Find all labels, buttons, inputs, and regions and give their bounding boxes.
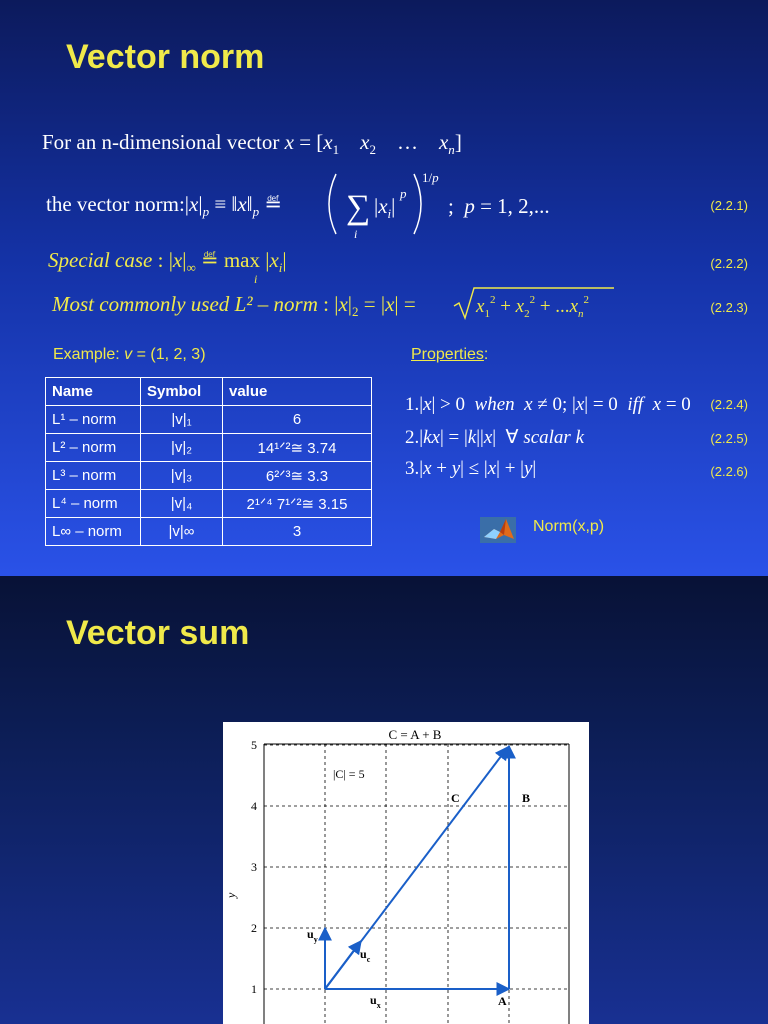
property-triangle-inequality: 3.|x + y| ≤ |x| + |y| [405,458,537,479]
equation-number-2-2-5: (2.2.5) [710,431,748,446]
y-tick-label: 1 [251,982,257,996]
l2-norm-definition: Most commonly used L² – norm : $|x|_2 = |x|$ = [52,292,416,320]
l2-norm-label: L² – norm [234,292,318,316]
table-row [46,518,372,546]
unit-vector-uc [325,941,361,989]
svg-text:x12 + x22 + ...xn2: $x_1^2 + x_2^2 + ...x_n^2$ [476,294,589,320]
uc-label: $u_c$ [360,947,371,964]
norm-value: 6²ᐟ³≅ 3.3 [223,462,372,490]
vector-sum-plot [223,722,589,1024]
p-norm-definition: the vector $norm:|x|_p$ ≡ $‖x‖_p$ ≝ [46,192,282,220]
equation-number-2-2-3: (2.2.3) [710,300,748,315]
norm-function-link[interactable]: Norm(x,p) [533,518,605,535]
common-label: Most commonly used [52,292,230,316]
norm-name: L¹ – norm [46,406,141,434]
norm-value: 6 [223,406,372,434]
norm-symbol: |v|₂ [141,434,223,462]
magnitude-label: |C| = 5 [333,767,365,781]
table-row [46,434,372,462]
norm-name: L∞ – norm [46,518,141,546]
svg-text:p: p [400,186,407,201]
table-row [46,462,372,490]
svg-text:1/p: 1/p [422,170,439,185]
figure-header: C = A + B [388,727,442,742]
slide-title: Vector sum [66,614,250,652]
y-tick-label: 2 [251,921,257,935]
svg-text:∑: ∑ [346,189,371,226]
norm-symbol: |v|₁ [141,406,223,434]
l2-norm-sqrt [452,284,622,324]
equation-number-2-2-6: (2.2.6) [710,464,748,479]
ux-label: $u_x$ [370,993,381,1010]
special-case-label: Special case [48,248,153,272]
svg-text:i: i [354,227,358,241]
norm-name: L³ – norm [46,462,141,490]
y-axis-label: y [224,892,238,898]
example-label: Example: v = (1, 2, 3) [53,346,206,363]
y-tick-labels [251,738,257,996]
svg-text:|xi|: $|x_i|$ [374,194,396,221]
infinity-norm-definition: Special case : $|x|_\infty$ ≝ $\max |x_i|$ [48,248,287,276]
slide-title: Vector norm [66,38,265,76]
property-homogeneity: 2.|kx| = |k||x| ∀ scalar k [405,427,584,448]
properties-heading: Properties: [411,346,489,363]
svg-text:; p = 1, 2,...: ; p = 1, 2,... [448,194,550,218]
vector-definition: For an n-dimensional vector $x = [x_1$ $x_2$ … $x_n$] [42,130,462,158]
equation-number-2-2-1: (2.2.1) [710,198,748,213]
vector-a-label: A [498,994,507,1008]
y-tick-label: 4 [251,799,257,813]
slide-vector-sum [0,576,768,1024]
plot-grid [264,744,569,1024]
table-header-name: Name [46,378,141,406]
equation-number-2-2-2: (2.2.2) [710,256,748,271]
y-tick-label: 3 [251,860,257,874]
norm-name: L² – norm [46,434,141,462]
norm-symbol: |v|₄ [141,490,223,518]
norm-value: 2¹ᐟ⁴ 7¹ᐟ²≅ 3.15 [223,490,372,518]
equation-number-2-2-4: (2.2.4) [710,397,748,412]
p-norm-formula [320,166,580,242]
norm-value: 14¹ᐟ²≅ 3.74 [223,434,372,462]
table-row [46,490,372,518]
table-header-symbol: Symbol [141,378,223,406]
table-row [46,406,372,434]
norms-table [45,377,372,546]
norm-symbol: |v|∞ [141,518,223,546]
property-positivity: 1.|x| > 0 when x ≠ 0; |x| = 0 iff x = 0 [405,394,691,415]
norm-name: L⁴ – norm [46,490,141,518]
uy-label: $u_y$ [307,927,318,944]
table-header-row [46,378,372,406]
vector-c-label: C [451,791,460,805]
vector-b-label: B [522,791,531,805]
table-header-value: value [223,378,372,406]
y-tick-label: 5 [251,738,257,752]
vector-sum-figure [223,722,589,1024]
slide-vector-norm: Vector norm For an n-dimensional vector $x = [x_1$ $x_2$ … $x_n$] the vector $norm:|x|_p$ ≡ $‖x‖_p$ ≝ ∑ i $|x_i|$ p 1/p ; p = 1, 2,... (2.2.1) Special case : $|x|_\infty$ ≝ $\max |x_i|$ i (2.2.2) Most commonly used L² – norm : $|x|_2 = |x|$ = $x_1^2 + x_2^2 + ...x_n^2$ (2.2.3) Example: v = (1, 2, 3) Properties: Name Symbol value L¹ – norm |v|₁ 6 L² – norm |v|₂ 14¹ᐟ²≅ 3.74 L³ – norm |v|₃ 6²ᐟ³≅ 3.3 L⁴ – norm |v|₄ 2¹ᐟ⁴ 7¹ᐟ²≅ 3.15 L∞ – norm |v|∞ 3 1.|x| > 0 when x ≠ 0; |x| = 0 iff x = 0 (2.2.4) 2.|kx| = |k||x| ∀ scalar k (2.2.5) 3.|x + y| ≤ |x| + |y| (2.2.6) Norm(x,p) [0,0,768,576]
matlab-logo-icon[interactable] [480,517,516,543]
norm-value: 3 [223,518,372,546]
definition-text: For an n-dimensional vector [42,130,280,154]
norm-symbol: |v|₃ [141,462,223,490]
p-norm-text: the vector norm: [46,192,185,216]
